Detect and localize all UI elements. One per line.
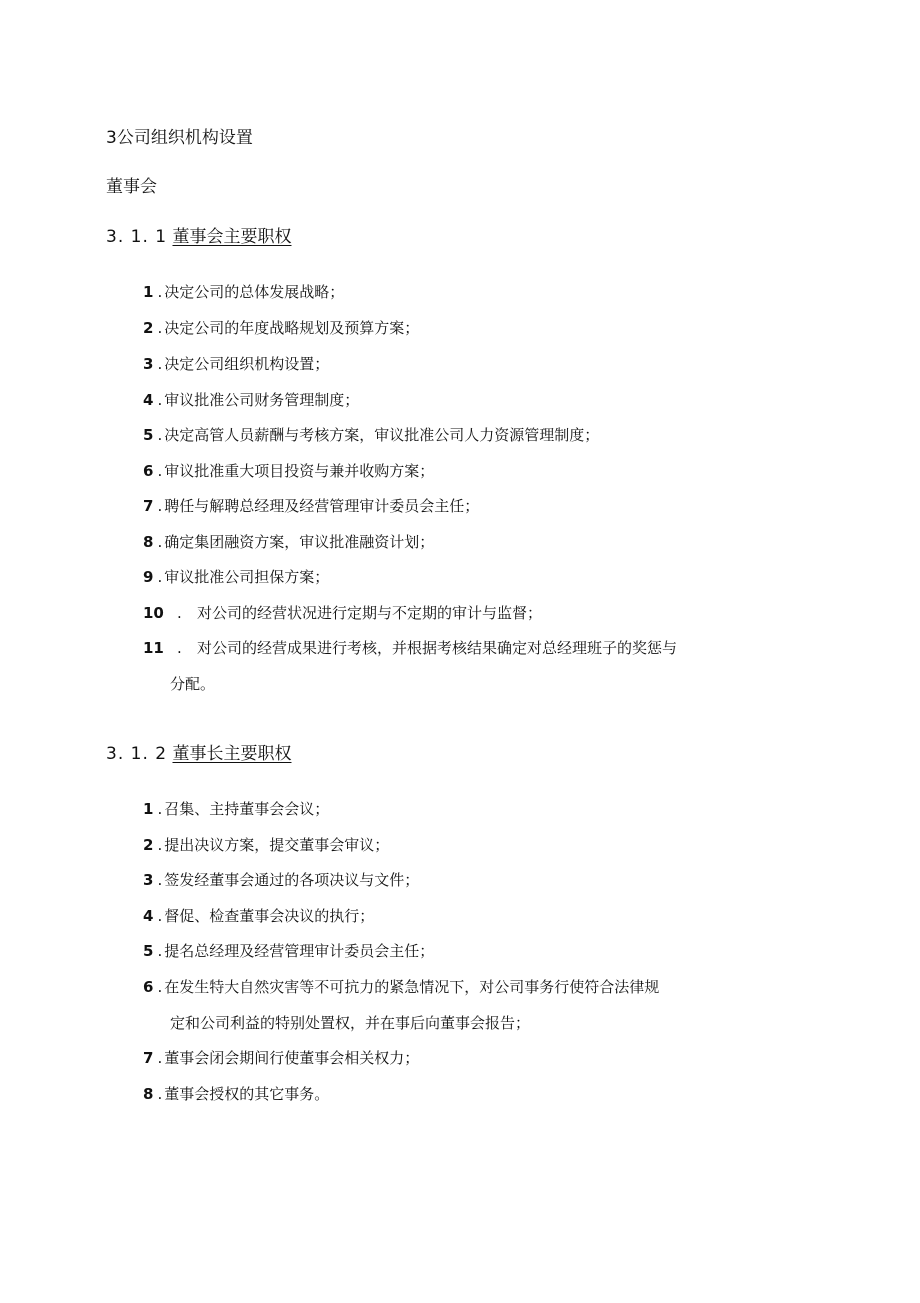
item-number: 1 [143,800,154,818]
item-number: 3 [143,355,154,373]
item-text: 签发经董事会通过的各项决议与文件； [164,871,420,889]
list-item [143,906,374,926]
item-text: 召集、主持董事会会议； [164,800,330,818]
item-text: 聘任与解聘总经理及经营管理审计委员会主任； [164,497,480,515]
item-number: 8 [143,533,154,551]
item-separator: . [157,283,163,301]
item-text: 决定公司的年度战略规划及预算方案； [164,319,420,337]
item-number: 2 [143,836,154,854]
item-number: 10 [143,604,164,622]
item-text: 决定公司组织机构设置； [164,355,330,373]
item-number: 1 [143,283,154,301]
item-separator: . [157,426,163,444]
item-number: 8 [143,1085,154,1103]
item-separator: . [157,319,163,337]
item-separator: . [157,907,163,925]
item-text: 对公司的经营状况进行定期与不定期的审计与监督； [197,604,543,622]
chapter-title: 3公司组织机构设置 [106,128,253,148]
list-item [143,1048,419,1068]
item-separator: . [157,533,163,551]
item-text: 审议批准重大项目投资与兼并收购方案； [164,462,435,480]
list-item [143,941,434,961]
item-separator: . [157,836,163,854]
item-text: 决定公司的总体发展战略； [164,283,345,301]
list-item [143,835,389,855]
subsection-heading-text: 董事长主要职权 [172,744,292,764]
list-item [143,799,329,819]
list-item [143,425,599,445]
item-number: 9 [143,568,154,586]
item-separator: . [157,1085,163,1103]
item-text: 确定集团融资方案，审议批准融资计划； [164,533,435,551]
list-item [143,870,419,890]
item-text: 提出决议方案，提交董事会审议； [164,836,390,854]
item-text: 在发生特大自然灾害等不可抗力的紧急情况下，对公司事务行使符合法律规 [164,978,660,996]
list-item [143,461,434,481]
item-separator: . [157,391,163,409]
list-item [143,603,542,623]
item-number: 5 [143,426,154,444]
item-number: 5 [143,942,154,960]
item-separator: . [177,639,182,657]
item-number: 2 [143,319,154,337]
list-item [143,318,419,338]
item-separator: . [157,355,163,373]
list-item [143,977,659,997]
item-text: 董事会授权的其它事务。 [164,1085,330,1103]
item-separator: . [157,462,163,480]
item-separator: . [157,568,163,586]
item-number: 4 [143,391,154,409]
item-text: 审议批准公司担保方案； [164,568,330,586]
item-number: 7 [143,1049,154,1067]
item-separator: . [157,942,163,960]
item-number: 6 [143,462,154,480]
item-text: 决定高管人员薪酬与考核方案，审议批准公司人力资源管理制度； [164,426,600,444]
list-item [143,567,329,587]
item-number: 7 [143,497,154,515]
list-item [143,1084,329,1104]
item-separator: . [157,497,163,515]
list-item [143,354,329,374]
item-separator: . [157,871,163,889]
item-separator: . [177,604,182,622]
item-number: 4 [143,907,154,925]
item-text: 审议批准公司财务管理制度； [164,391,360,409]
list-item [143,282,344,302]
subsection-heading-1 [106,226,291,248]
item-separator: . [157,800,163,818]
list-item-continuation: 分配。 [170,675,216,693]
item-text: 督促、检查董事会决议的执行； [164,907,375,925]
subsection-number: 3. 1. 1 [106,227,168,247]
item-text: 对公司的经营成果进行考核，并根据考核结果确定对总经理班子的奖惩与 [197,639,678,657]
item-number: 6 [143,978,154,996]
list-item [143,390,359,410]
item-number: 11 [143,639,164,657]
item-separator: . [157,1049,163,1067]
list-item-continuation: 定和公司利益的特别处置权，并在事后向董事会报告； [170,1014,531,1032]
subsection-number: 3. 1. 2 [106,744,168,764]
item-text: 董事会闭会期间行使董事会相关权力； [164,1049,420,1067]
item-number: 3 [143,871,154,889]
subsection-heading-2 [106,743,291,765]
list-item [143,638,677,658]
section-title: 董事会 [106,177,157,197]
subsection-heading-text: 董事会主要职权 [172,227,292,247]
list-item [143,532,434,552]
item-separator: . [157,978,163,996]
item-text: 提名总经理及经营管理审计委员会主任； [164,942,435,960]
list-item [143,496,479,516]
